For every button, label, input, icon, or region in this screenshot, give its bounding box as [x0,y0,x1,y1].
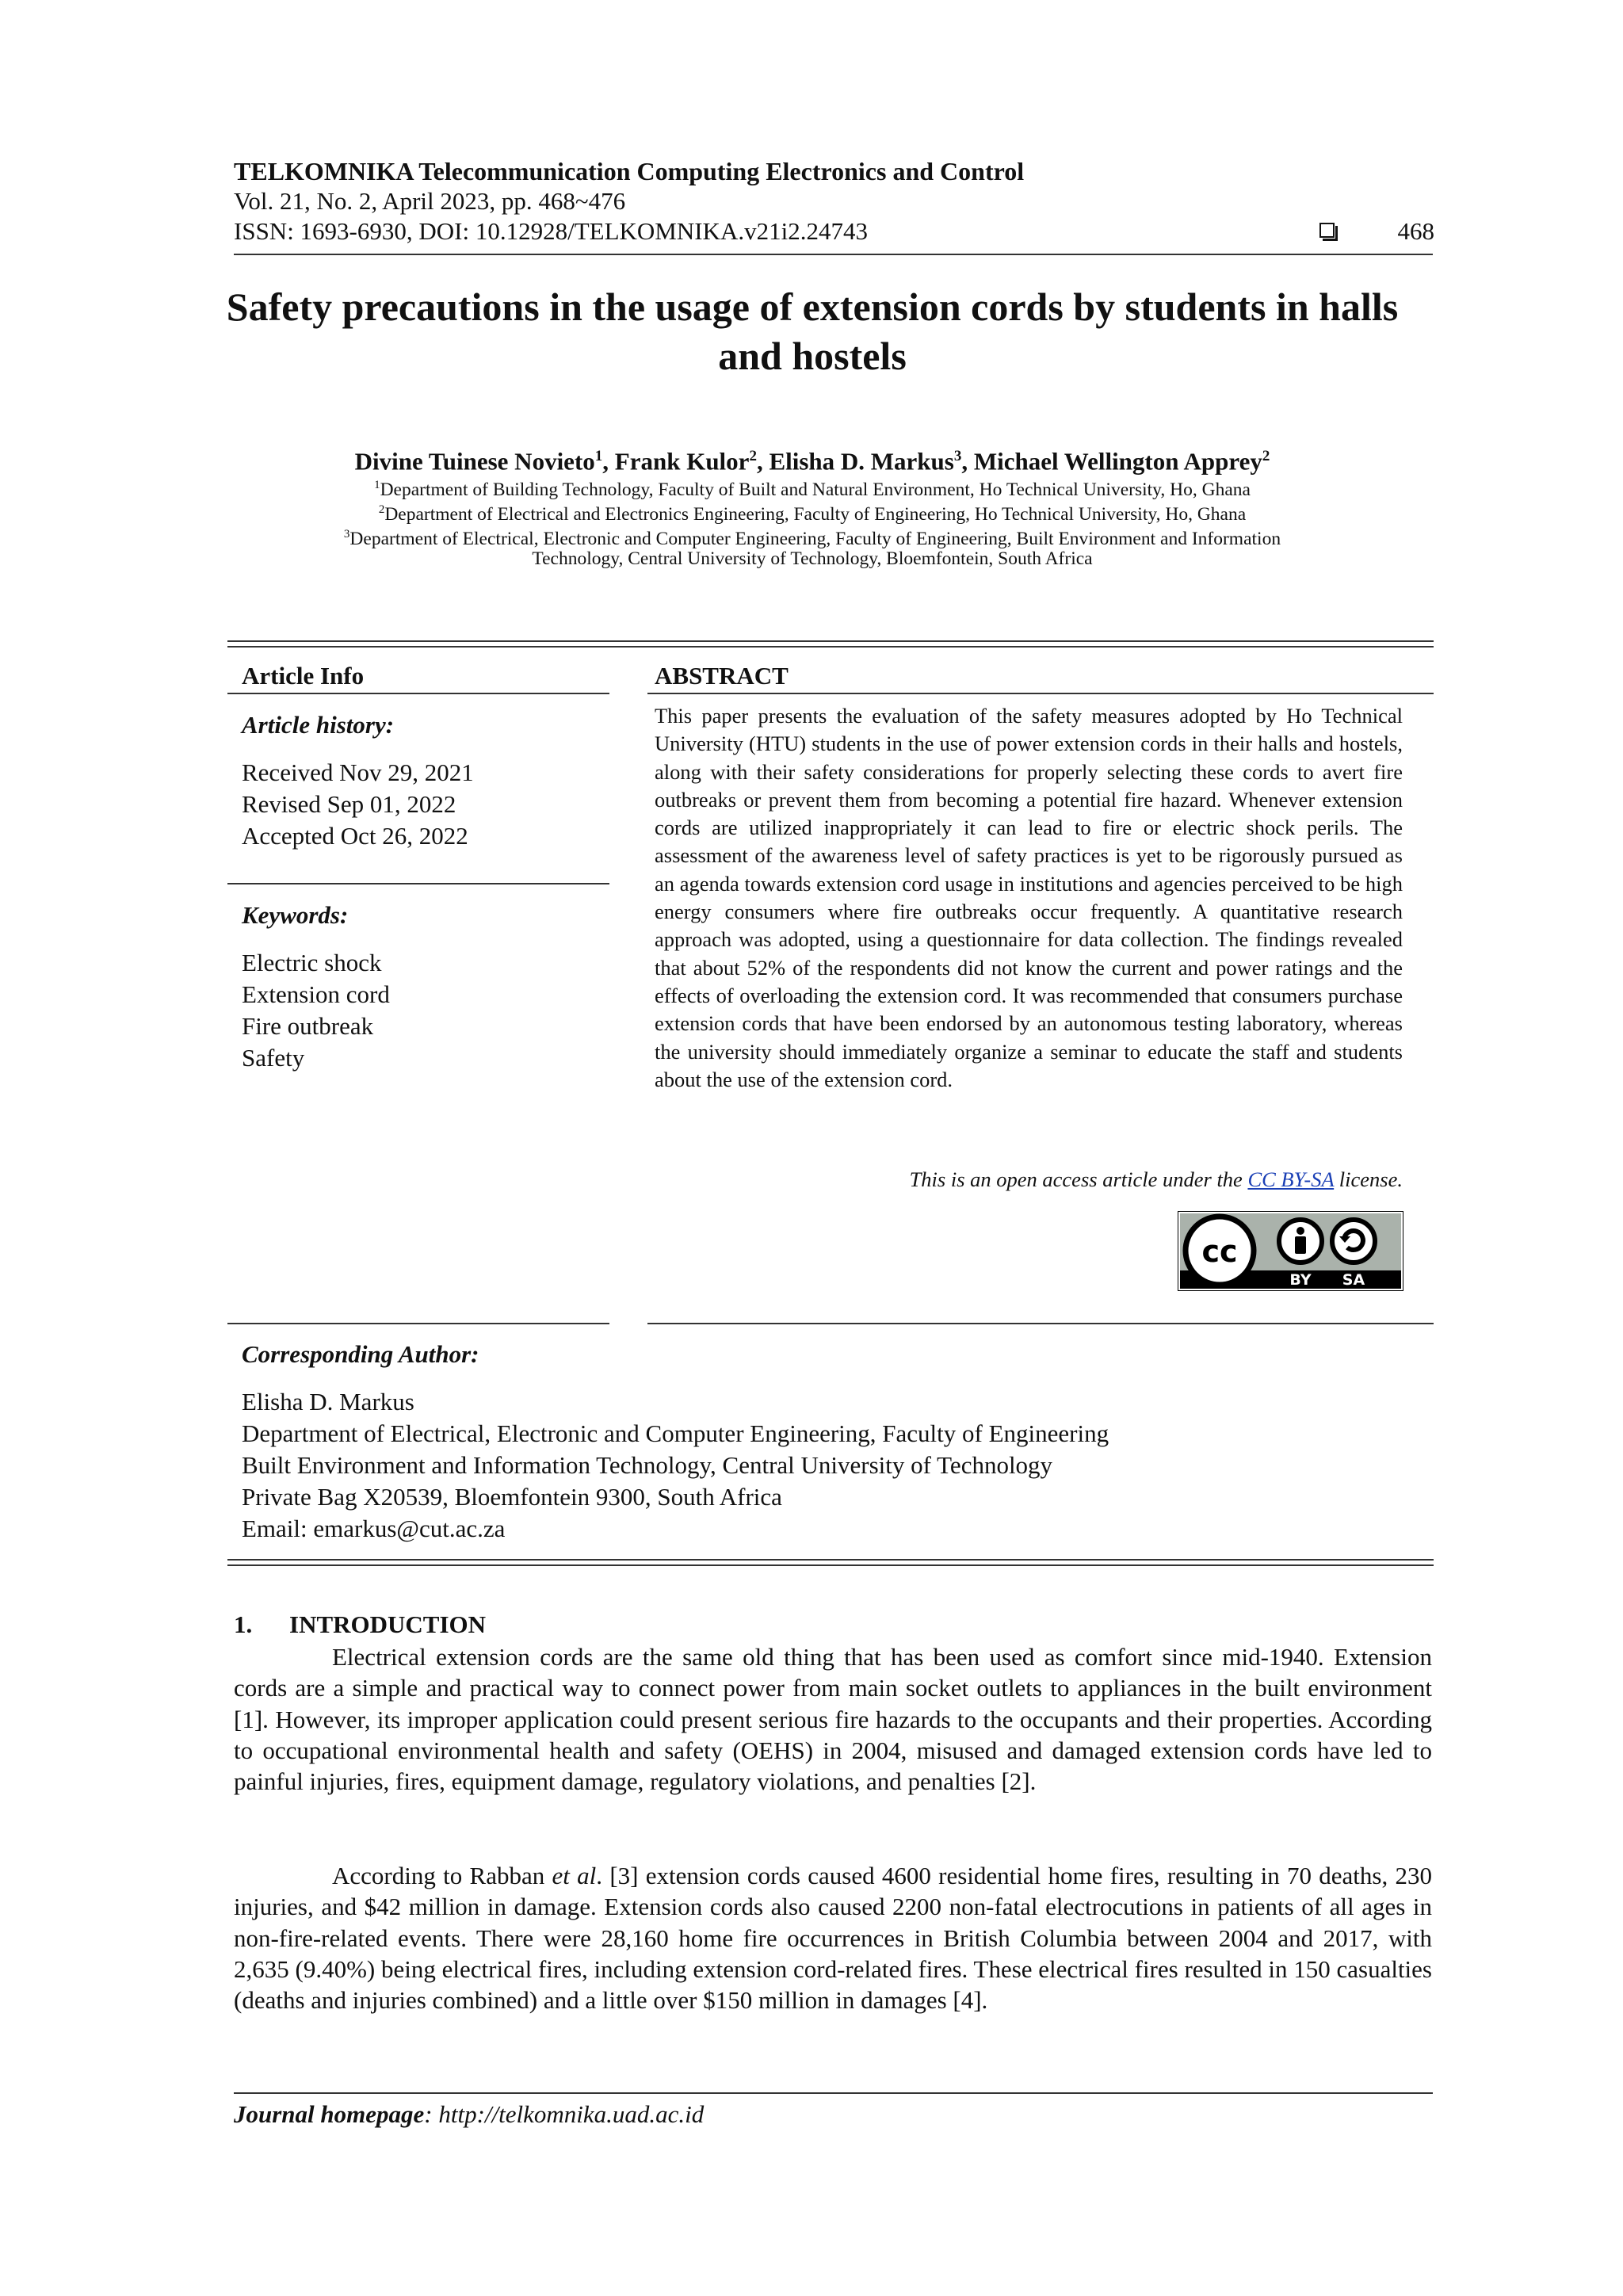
section-rule [227,1564,1434,1566]
square-icon [1319,223,1335,238]
author-sup: 2 [1262,448,1270,464]
intro-paragraph: According to Rabban et al. [3] extension cords caused 4600 residential home fires, resulting in 70 deaths, 230 injuries, and $42 million in damage. Extension cords also caused 2200 non-fatal electrocutions in patients of all ages in non-fire-related events. There were 28,160 home fire occurrences in British Columbia between 2004 and 2017, with 2,635 (9.40%) being electrical fires, including extension cord-related fires. These electrical fires resulted in 150 casualties (deaths and injuries combined) and a little over $150 million in damages [4]. [234,1862,1432,2015]
keyword-item: Safety [242,1044,305,1072]
header-rule [234,254,1433,255]
article-history-label: Article history: [242,711,395,739]
corresponding-address: Built Environment and Information Technology, Central University of Technology [242,1451,1053,1479]
journal-volume: Vol. 21, No. 2, April 2023, pp. 468~476 [234,187,626,215]
corresponding-email: Email: emarkus@cut.ac.za [242,1515,506,1542]
journal-name: TELKOMNIKA Telecommunication Computing Electronics and Control [234,157,1025,185]
intro-paragraph: Electrical extension cords are the same old thing that has been used as comfort since mid-1940. Extension cords are a simple and practical way to connect power from main socket outlets to appliances in the built environment [1]. However, its improper application could present serious fire hazards to the occupants and their properties. According to occupational environmental health and safety (OEHS) in 2004, misused and damaged extension cords have led to painful injuries, fires, equipment damage, regulatory violations, and penalties [2]. [234,1643,1432,1796]
journal-homepage: Journal homepage: http://telkomnika.uad.ac.id [234,2100,705,2128]
affiliation: Technology, Central University of Technology, Bloemfontein, South Africa [532,548,1093,569]
author-name: Divine Tuinese Novieto [354,447,595,476]
author-name: Elisha D. Markus [769,447,954,476]
received-date: Received Nov 29, 2021 [242,758,474,786]
corresponding-address: Department of Electrical, Electronic and Computer Engineering, Faculty of Engineering [242,1419,1109,1447]
corresponding-label: Corresponding Author: [242,1340,479,1368]
license-note: This is an open access article under the CC BY-SA license. [909,1167,1403,1191]
section-rule [227,646,1434,648]
badge-by-label: BY [1289,1271,1312,1289]
author-name: Michael Wellington Apprey [973,447,1262,476]
corresponding-address: Private Bag X20539, Bloemfontein 9300, South Africa [242,1483,782,1511]
revised-date: Revised Sep 01, 2022 [242,790,456,818]
abstract-heading: ABSTRACT [655,662,789,690]
accepted-date: Accepted Oct 26, 2022 [242,822,468,850]
keyword-item: Electric shock [242,949,382,976]
abstract-rule [647,693,1434,694]
affiliation: $^2$Department of Electrical and Electronics Engineering, Faculty of Engineering, Ho Technical University, Ho, Ghana [378,503,1247,525]
abstract-text: This paper presents the evaluation of the safety measures adopted by Ho Technical University (HTU) students in the use of power extension cords in their halls and hostels, along with their safety considerations for properly selecting these cords to avert fire outbreaks or prevent them from becoming a potential fire hazard. Whenever extension cords are utilized inappropriately it can lead to fire or electric shock perils. The assessment of the awareness level of safety practices is yet to be rigorously pursued as an agenda towards extension cord usage in institutions and agencies perceived to be high energy consumers where fire outbreaks occur frequently. A quantitative research approach was adopted, using a questionnaire for data collection. The findings revealed that about 52% of the respondents did not know the current and power ratings and the effects of overloading the extension cord. It was recommended that consumers purchase extension cords that have been endorsed by an autonomous testing laboratory, whereas the university should immediately organize a seminar to educate the staff and students about the use of the extension cord. [655,704,1403,1091]
license-link[interactable]: CC BY-SA [1247,1167,1335,1191]
section-rule [227,640,1434,642]
journal-issn: ISSN: 1693-6930, DOI: 10.12928/TELKOMNIKA.v21i2.24743 [234,217,868,245]
keyword-item: Extension cord [242,980,390,1008]
author-sup: 1 [594,448,603,464]
cc-text: cc [1201,1234,1238,1269]
article-info-rule [227,693,609,694]
section-heading: 1. INTRODUCTION [234,1610,487,1638]
corresponding-name: Elisha D. Markus [242,1388,414,1415]
article-info-bottom-rule [227,1323,609,1324]
keywords-rule [227,883,609,884]
badge-sa-label: SA [1342,1271,1365,1289]
footer-rule [234,2092,1433,2094]
article-info-heading: Article Info [242,662,365,690]
paper-title: Safety precautions in the usage of extension cords by students in halls and hostels [226,285,1399,378]
keyword-item: Fire outbreak [242,1012,374,1040]
affiliation: $^3$Department of Electrical, Electronic and Computer Engineering, Faculty of Engineering, Built Environment and Information [343,528,1281,549]
author-name: Frank Kulor [614,447,750,476]
section-rule [227,1559,1434,1561]
affiliation: $^1$Department of Building Technology, Faculty of Built and Natural Environment, Ho Technical University, Ho, Ghana [374,479,1251,500]
page-number: 468 [1397,217,1434,245]
cc-by-sa-badge-icon[interactable] [1178,1211,1403,1291]
author-list: Divine Tuinese Novieto$^1$, Frank Kulor$^2$, Elisha D. Markus$^3$, Michael Wellington Apprey$^2$ [354,447,1270,476]
author-sup: 3 [953,448,962,464]
abstract-bottom-rule [647,1323,1434,1324]
keywords-label: Keywords: [242,901,349,929]
author-sup: 2 [749,448,757,464]
